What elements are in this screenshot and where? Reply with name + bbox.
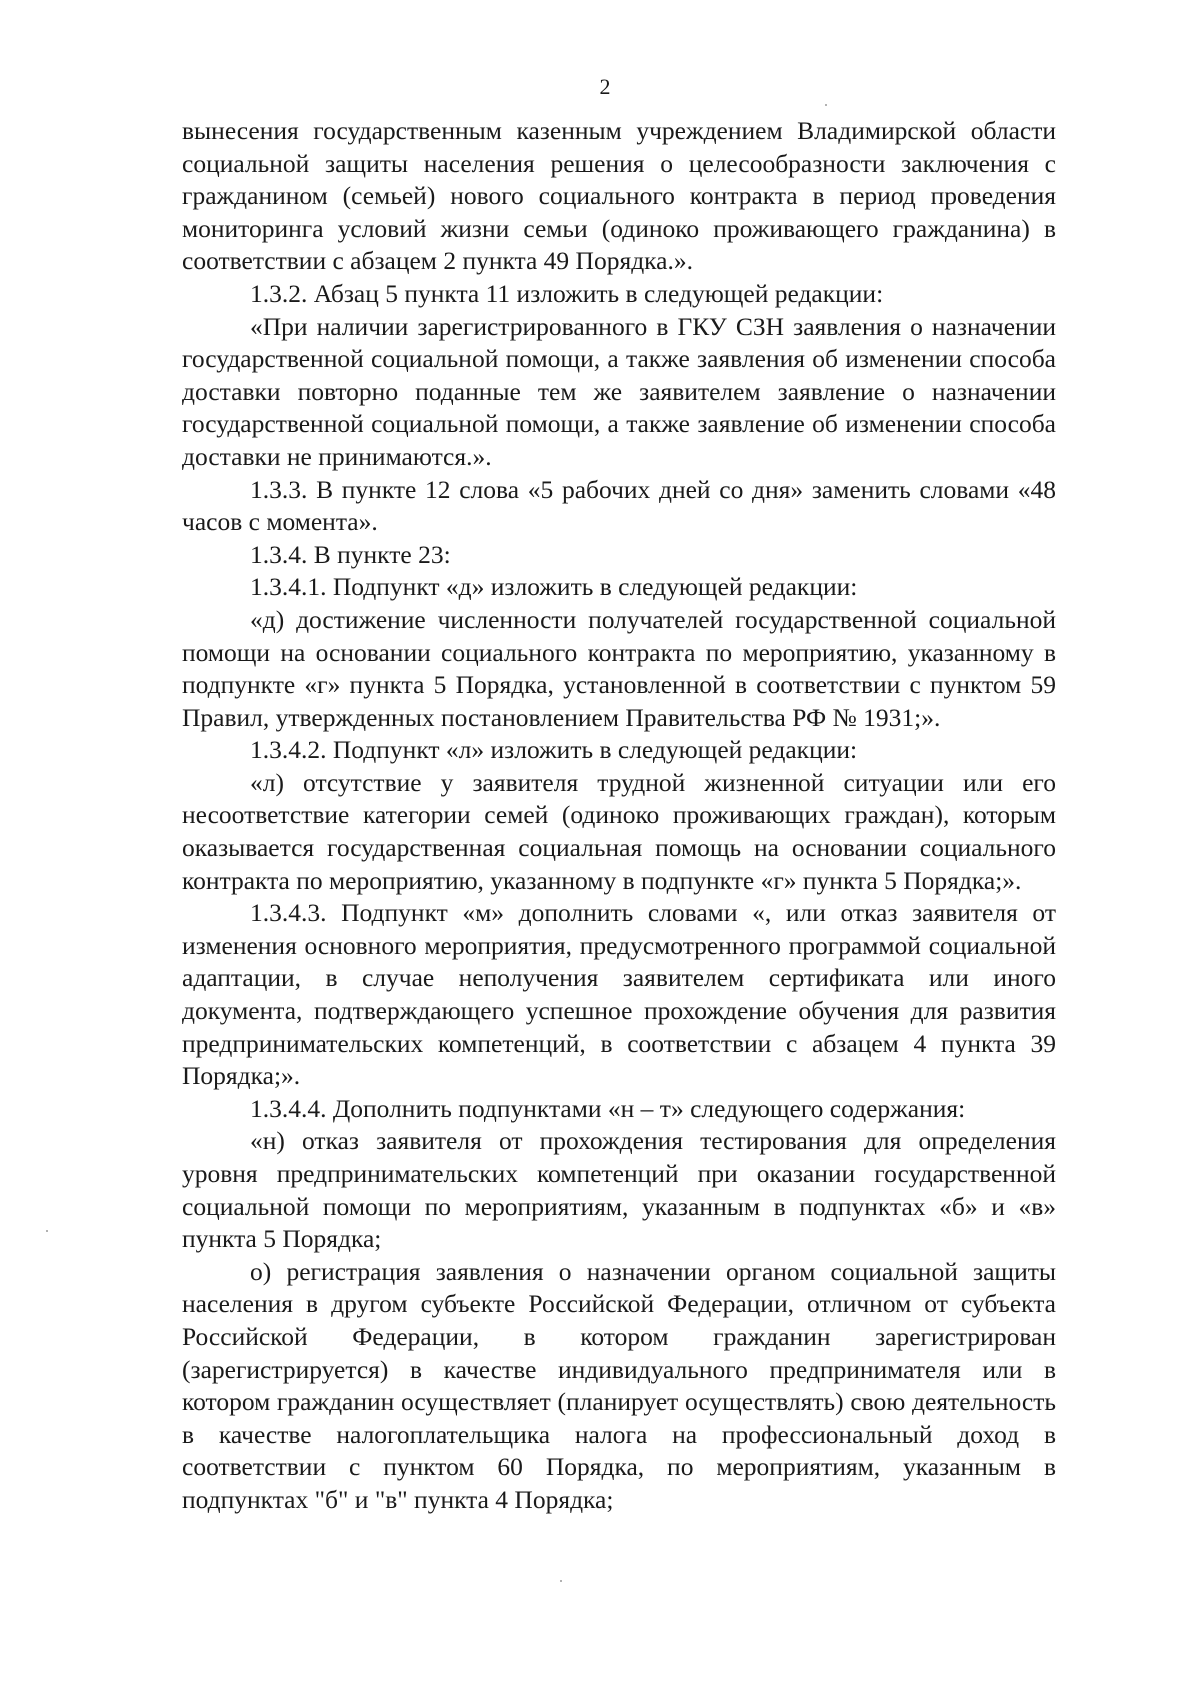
paragraph-quote-11: «При наличии зарегистрированного в ГКУ СЗН заявления о назначении государственной социальной помощи, а также заявления об изменении способа доставки повторно поданные тем же заявителем заявление о назначении государственной социальной помощи, а также заявление об изменении способа доставки не принимаются.». — [182, 311, 1056, 471]
page-number: 2 — [599, 74, 611, 99]
scan-speck — [560, 1580, 562, 1582]
paragraph-1-3-3: 1.3.3. В пункте 12 слова «5 рабочих дней со дня» заменить словами «48 часов с момента». — [182, 474, 1056, 537]
paragraph-continuation: вынесения государственным казенным учреждением Владимирской области социальной защиты населения решения о целесообразности заключения с гражданином (семьей) нового социального контракта в период проведения мониторинга условий жизни семьи (одиноко проживающего гражданина) в соответствии с абзацем 2 пункта 49 Порядка.». — [182, 116, 1056, 276]
paragraph-subitem-d: «д) достижение численности получателей государственной социальной помощи на основании социального контракта по мероприятию, указанному в подпункте «г» пункта 5 Порядка, установленной в соответствии с пунктом 59 Правил, утвержденных постановлением Правительства РФ № 1931;». — [182, 604, 1056, 732]
paragraph-1-3-4: 1.3.4. В пункте 23: — [250, 539, 451, 569]
paragraph-subitem-l: «л) отсутствие у заявителя трудной жизненной ситуации или его несоответствие категории семей (одиноко проживающих граждан), которым оказывается государственная социальная помощь на основании социального контракта по мероприятию, указанному в подпункте «г» пункта 5 Порядка;». — [182, 767, 1056, 895]
paragraph-subitem-o: о) регистрация заявления о назначении органом социальной защиты населения в другом субъекте Российской Федерации, отличном от субъекта Российской Федерации, в котором гражданин зарегистрирован (зарегистрируется) в качестве индивидуального предпринимателя или в котором гражданин осуществляет (планирует осуществлять) свою деятельность в качестве налогоплательщика налога на профессиональный доход в соответствии с пунктом 60 Порядка, по мероприятиям, указанным в подпунктах "б" и "в" пункта 4 Порядка; — [182, 1256, 1056, 1514]
paragraph-1-3-2: 1.3.2. Абзац 5 пункта 11 изложить в следующей редакции: — [250, 278, 884, 308]
scan-speck — [825, 104, 827, 106]
paragraph-subitem-n: «н) отказ заявителя от прохождения тестирования для определения уровня предпринимательских компетенций при оказании государственной социальной помощи по мероприятиям, указанным в подпунктах «б» и «в» пункта 5 Порядка; — [182, 1126, 1056, 1254]
paragraph-1-3-4-1: 1.3.4.1. Подпункт «д» изложить в следующей редакции: — [250, 572, 858, 602]
paragraph-1-3-4-4: 1.3.4.4. Дополнить подпунктами «н – т» следующего содержания: — [250, 1093, 966, 1123]
paragraph-1-3-4-2: 1.3.4.2. Подпункт «л» изложить в следующей редакции: — [250, 735, 858, 765]
document-body — [182, 115, 1056, 1517]
scan-speck — [46, 1230, 48, 1232]
paragraph-1-3-4-3: 1.3.4.3. Подпункт «м» дополнить словами «, или отказ заявителя от изменения основного мероприятия, предусмотренного программой социальной адаптации, в случае неполучения заявителем сертификата или иного документа, подтверждающего успешное прохождение обучения для развития предпринимательских компетенций, в соответствии с абзацем 4 пункта 39 Порядка;». — [182, 898, 1056, 1091]
